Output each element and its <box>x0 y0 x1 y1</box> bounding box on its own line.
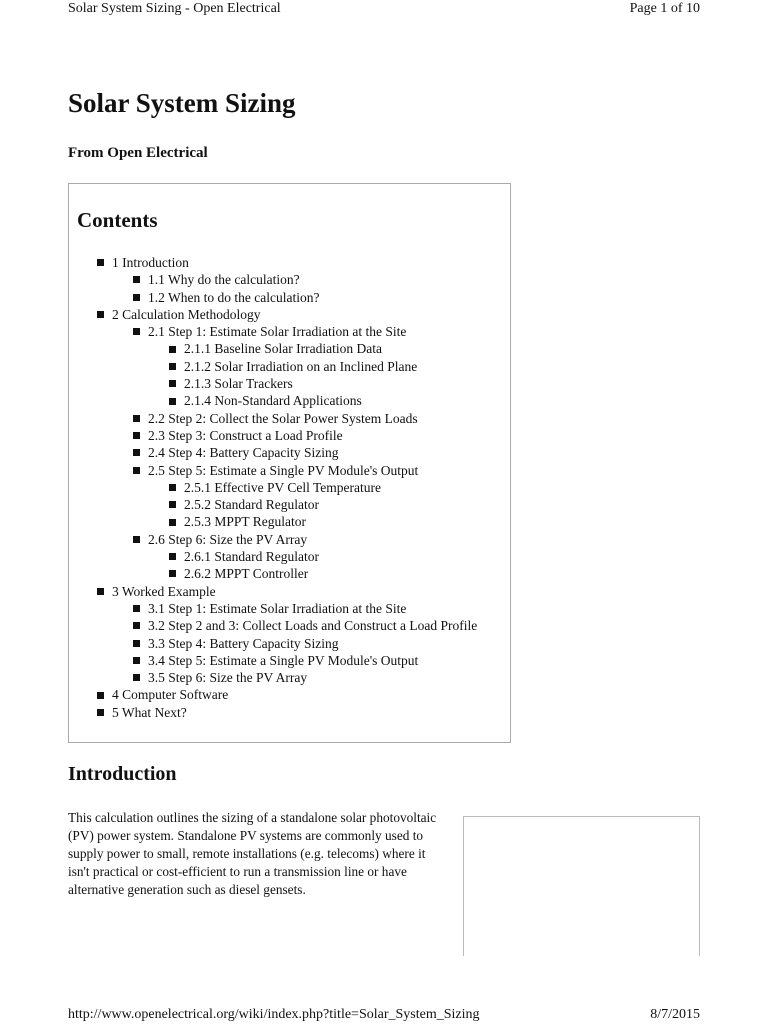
toc-link[interactable]: 2.1 Step 1: Estimate Solar Irradiation at the Site <box>148 324 407 340</box>
toc-link[interactable]: 2.1.2 Solar Irradiation on an Inclined Plane <box>184 358 418 374</box>
toc-item[interactable] <box>69 565 477 582</box>
toc-item[interactable] <box>69 496 477 513</box>
toc-item[interactable] <box>69 289 477 306</box>
article-subtitle: From Open Electrical <box>68 145 208 161</box>
bullet-icon <box>133 622 140 629</box>
toc-link[interactable]: 2.6.2 MPPT Controller <box>184 566 309 582</box>
bullet-icon <box>169 553 176 560</box>
toc-item[interactable] <box>69 462 477 479</box>
bullet-icon <box>97 588 104 595</box>
toc-list <box>69 254 477 721</box>
toc-item[interactable] <box>69 513 477 530</box>
toc-link[interactable]: 4 Computer Software <box>112 687 229 703</box>
toc-link[interactable]: 2.4 Step 4: Battery Capacity Sizing <box>148 445 339 461</box>
toc-item[interactable] <box>69 704 477 721</box>
bullet-icon <box>133 605 140 612</box>
bullet-icon <box>169 501 176 508</box>
bullet-icon <box>97 259 104 266</box>
toc-link[interactable]: 3.4 Step 5: Estimate a Single PV Module's Output <box>148 652 419 668</box>
toc-item[interactable] <box>69 427 477 444</box>
toc-link[interactable]: 3.2 Step 2 and 3: Collect Loads and Construct a Load Profile <box>148 618 478 634</box>
bullet-icon <box>133 536 140 543</box>
bullet-icon <box>169 380 176 387</box>
toc-item[interactable] <box>69 271 477 288</box>
toc-item[interactable] <box>69 479 477 496</box>
toc-item[interactable] <box>69 548 477 565</box>
page-footer-date: 8/7/2015 <box>650 1007 700 1022</box>
toc-link[interactable]: 1.2 When to do the calculation? <box>148 289 320 305</box>
toc-item[interactable] <box>69 635 477 652</box>
bullet-icon <box>133 328 140 335</box>
bullet-icon <box>97 692 104 699</box>
bullet-icon <box>169 570 176 577</box>
toc-item[interactable] <box>69 340 477 357</box>
toc-item[interactable] <box>69 375 477 392</box>
toc-item[interactable] <box>69 392 477 409</box>
toc-item[interactable] <box>69 686 477 703</box>
toc-item[interactable] <box>69 254 477 271</box>
toc-link[interactable]: 2.5.1 Effective PV Cell Temperature <box>184 479 382 495</box>
toc-item[interactable] <box>69 358 477 375</box>
section-heading-introduction: Introduction <box>68 763 177 785</box>
bullet-icon <box>133 467 140 474</box>
page-header-title: Solar System Sizing - Open Electrical <box>68 1 281 16</box>
bullet-icon <box>133 415 140 422</box>
bullet-icon <box>133 640 140 647</box>
toc-title: Contents <box>77 208 158 232</box>
toc-item[interactable] <box>69 323 477 340</box>
toc-item[interactable] <box>69 583 477 600</box>
toc-link[interactable]: 2.2 Step 2: Collect the Solar Power System Loads <box>148 410 418 426</box>
toc-link[interactable]: 2.1.4 Non-Standard Applications <box>184 393 362 409</box>
toc-link[interactable]: 2.1.3 Solar Trackers <box>184 376 293 392</box>
bullet-icon <box>133 674 140 681</box>
toc-link[interactable]: 2.6 Step 6: Size the PV Array <box>148 531 308 547</box>
bullet-icon <box>133 432 140 439</box>
toc-link[interactable]: 3.5 Step 6: Size the PV Array <box>148 670 308 686</box>
bullet-icon <box>97 311 104 318</box>
toc-link[interactable]: 2.5.2 Standard Regulator <box>184 497 319 513</box>
bullet-icon <box>169 398 176 405</box>
article-title: Solar System Sizing <box>68 88 296 118</box>
bullet-icon <box>133 449 140 456</box>
bullet-icon <box>169 484 176 491</box>
toc-link[interactable]: 3.3 Step 4: Battery Capacity Sizing <box>148 635 339 651</box>
toc-link[interactable]: 1 Introduction <box>112 255 189 270</box>
toc-item[interactable] <box>69 652 477 669</box>
toc-link[interactable]: 1.1 Why do the calculation? <box>148 272 300 288</box>
bullet-icon <box>133 657 140 664</box>
introduction-paragraph: This calculation outlines the sizing of a standalone solar photovoltaic (PV) power system. Standalone PV systems are commonly used to supply power to small, remote installations (e.g. telecoms) where it isn't practical or cost-efficient to run a transmission line or have alternative generation such as diesel gensets. <box>68 810 437 897</box>
bullet-icon <box>133 294 140 301</box>
toc-link[interactable]: 3.1 Step 1: Estimate Solar Irradiation at the Site <box>148 600 407 616</box>
toc-item[interactable] <box>69 306 477 323</box>
toc-link[interactable]: 5 What Next? <box>112 704 187 720</box>
bullet-icon <box>169 519 176 526</box>
toc-item[interactable] <box>69 617 477 634</box>
bullet-icon <box>169 346 176 353</box>
page-number: Page 1 of 10 <box>629 1 700 16</box>
toc-link[interactable]: 3 Worked Example <box>112 583 216 599</box>
bullet-icon <box>133 276 140 283</box>
toc-item[interactable] <box>69 600 477 617</box>
toc-item[interactable] <box>69 410 477 427</box>
toc-link[interactable]: 2.5.3 MPPT Regulator <box>184 514 307 530</box>
toc-link[interactable]: 2.3 Step 3: Construct a Load Profile <box>148 427 343 443</box>
toc-link[interactable]: 2.1.1 Baseline Solar Irradiation Data <box>184 341 382 357</box>
toc-item[interactable] <box>69 444 477 461</box>
image-placeholder <box>463 816 700 956</box>
toc-link[interactable]: 2.5 Step 5: Estimate a Single PV Module's Output <box>148 462 419 478</box>
toc-item[interactable] <box>69 669 477 686</box>
toc-link[interactable]: 2.6.1 Standard Regulator <box>184 549 319 565</box>
bullet-icon <box>97 709 104 716</box>
table-of-contents <box>68 183 511 743</box>
bullet-icon <box>169 363 176 370</box>
toc-link[interactable]: 2 Calculation Methodology <box>112 306 261 322</box>
page-footer-url: http://www.openelectrical.org/wiki/index.php?title=Solar_System_Sizing <box>68 1007 480 1022</box>
toc-item[interactable] <box>69 531 477 548</box>
